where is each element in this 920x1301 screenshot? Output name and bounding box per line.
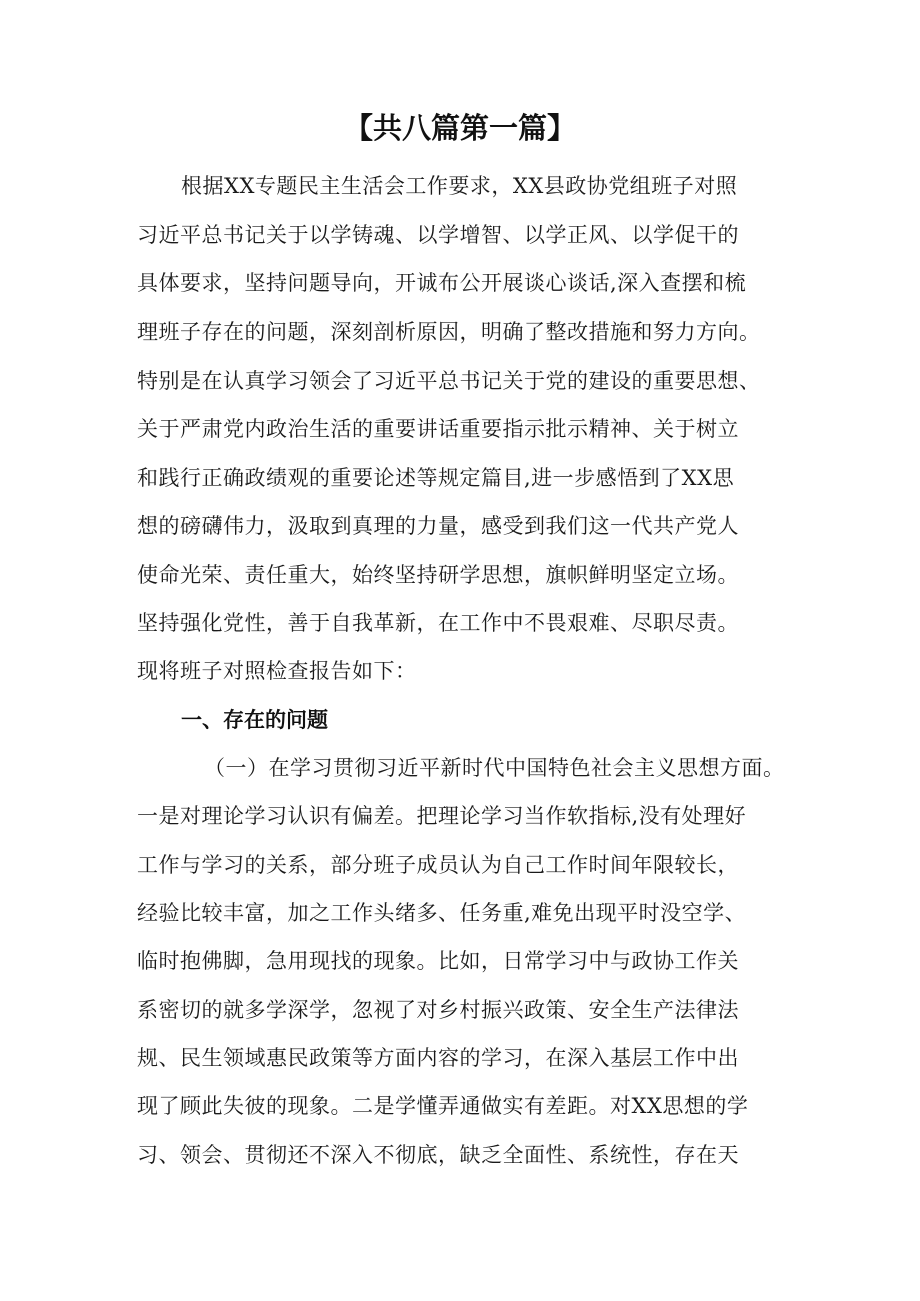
section-heading: 一、存在的问题 bbox=[181, 708, 328, 732]
intro-line-11: 现将班子对照检查报告如下： bbox=[137, 659, 417, 683]
intro-line-10: 坚持强化党性，善于自我革新，在工作中不畏艰难、尽职尽责。 bbox=[137, 611, 739, 635]
sub-line-3: 工作与学习的关系，部分班子成员认为自己工作时间年限较长， bbox=[137, 853, 739, 877]
intro-line-5: 特别是在认真学习领会了习近平总书记关于党的建设的重要思想、 bbox=[137, 369, 761, 393]
sub-line-4: 经验比较丰富，加之工作头绪多、任务重,难免出现平时没空学、 bbox=[137, 901, 747, 925]
intro-line-7: 和践行正确政绩观的重要论述等规定篇目,进一步感悟到了XX思 bbox=[137, 466, 735, 490]
intro-line-3: 具体要求，坚持问题导向，开诚布公开展谈心谈话,深入查摆和梳 bbox=[137, 271, 747, 295]
intro-line-2: 习近平总书记关于以学铸魂、以学增智、以学正风、以学促干的 bbox=[137, 223, 739, 247]
sub-line-5: 临时抱佛脚，急用现找的现象。比如，日常学习中与政协工作关 bbox=[137, 949, 739, 973]
sub-line-8: 现了顾此失彼的现象。二是学懂弄通做实有差距。对XX思想的学 bbox=[137, 1094, 749, 1118]
intro-line-1: 根据XX专题民主生活会工作要求，XX县政协党组班子对照 bbox=[181, 174, 738, 198]
intro-line-8: 想的磅礴伟力，汲取到真理的力量，感受到我们这一代共产党人 bbox=[137, 514, 739, 538]
sub-line-9: 习、领会、贯彻还不深入不彻底，缺乏全面性、系统性，存在天 bbox=[137, 1143, 739, 1167]
sub-line-1: （一）在学习贯彻习近平新时代中国特色社会主义思想方面。 bbox=[204, 756, 785, 780]
intro-line-4: 理班子存在的问题，深刻剖析原因，明确了整改措施和努力方向。 bbox=[137, 320, 761, 344]
sub-line-7: 规、民生领域惠民政策等方面内容的学习，在深入基层工作中出 bbox=[137, 1046, 739, 1070]
sub-line-6: 系密切的就多学深学，忽视了对乡村振兴政策、安全生产法律法 bbox=[137, 998, 739, 1022]
sub-line-2: 一是对理论学习认识有偏差。把理论学习当作软指标,没有处理好 bbox=[137, 804, 747, 828]
document-title: 【共八篇第一篇】 bbox=[343, 111, 576, 145]
intro-line-9: 使命光荣、责任重大，始终坚持研学思想，旗帜鲜明坚定立场。 bbox=[137, 563, 739, 587]
intro-line-6: 关于严肃党内政治生活的重要讲话重要指示批示精神、关于树立 bbox=[137, 417, 739, 441]
